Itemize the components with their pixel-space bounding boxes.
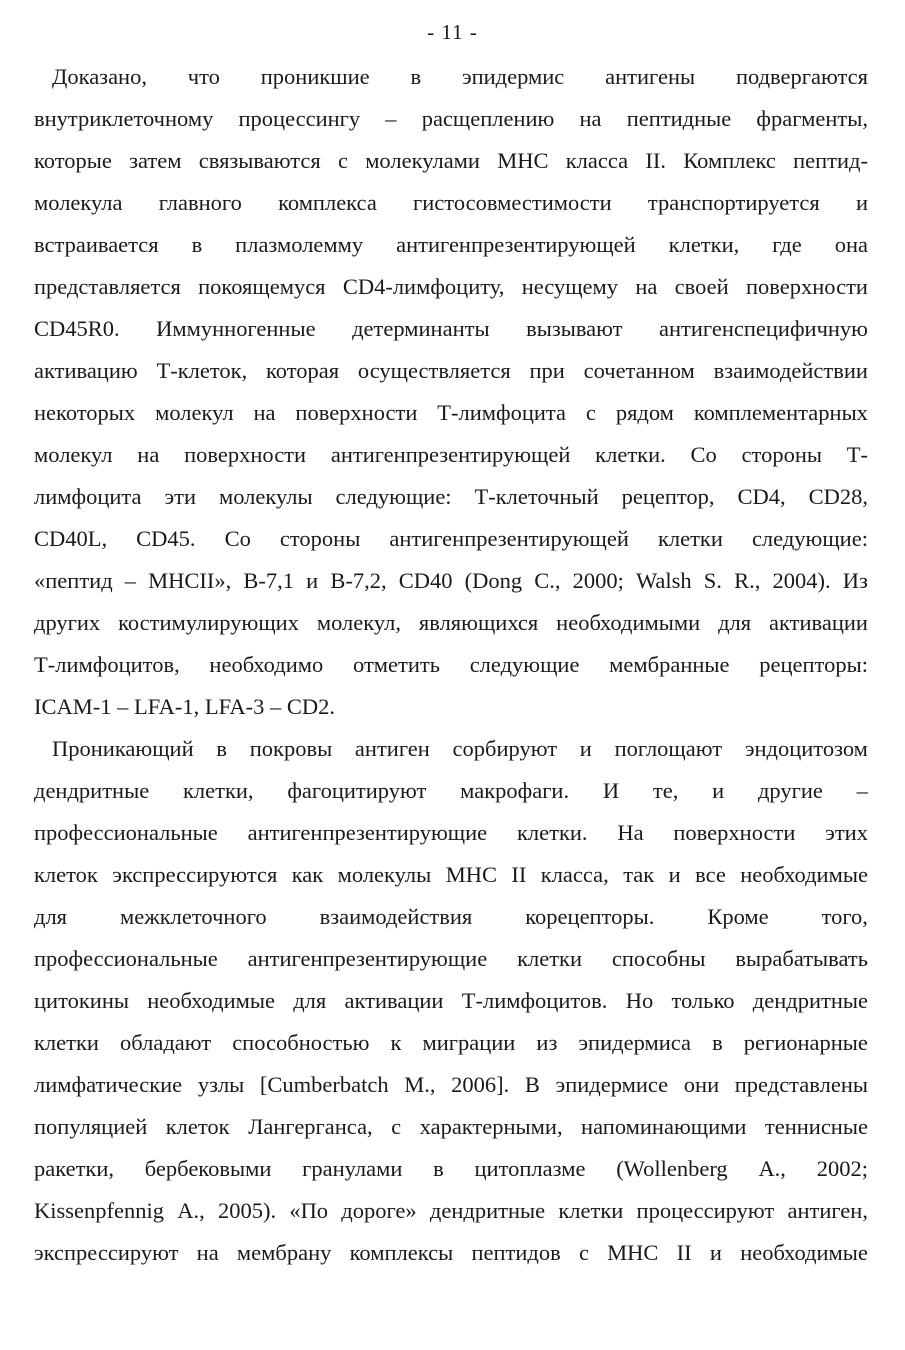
text-line: CD45R0. Иммунногенные детерминанты вызывают антигенспецифичную [34, 316, 868, 341]
text-line: клеток экспрессируются как молекулы MHC II класса, так и все необходимые [34, 862, 868, 887]
text-line: Доказано, что проникшие в эпидермис антигены подвергаются [52, 64, 868, 89]
text-line: молекул на поверхности антигенпрезентирующей клетки. Со стороны Т- [34, 442, 868, 467]
text-line: Проникающий в покровы антиген сорбируют и поглощают эндоцитозом [52, 736, 868, 761]
text-line: популяцией клеток Лангерганса, с характерными, напоминающими теннисные [34, 1114, 868, 1139]
text-line: CD40L, CD45. Со стороны антигенпрезентирующей клетки следующие: [34, 526, 868, 551]
text-line: которые затем связываются с молекулами MHC класса II. Комплекс пептид- [34, 148, 868, 173]
document-body [34, 56, 868, 1274]
text-line: ракетки, бербековыми гранулами в цитоплазме (Wollenberg A., 2002; [34, 1156, 868, 1181]
page-number: - 11 - [427, 20, 478, 44]
text-line: профессиональные антигенпрезентирующие клетки. На поверхности этих [34, 820, 868, 845]
text-line: представляется покоящемуся CD4-лимфоциту, несущему на своей поверхности [34, 274, 868, 299]
text-line: активацию Т-клеток, которая осуществляется при сочетанном взаимодействии [34, 358, 868, 383]
paragraph-2 [34, 728, 868, 1274]
text-line: клетки обладают способностью к миграции из эпидермиса в регионарные [34, 1030, 868, 1055]
text-line: лимфатические узлы [Cumberbatch M., 2006]. В эпидермисе они представлены [34, 1072, 868, 1097]
text-line: профессиональные антигенпрезентирующие клетки способны вырабатывать [34, 946, 868, 971]
text-line: цитокины необходимые для активации Т-лимфоцитов. Но только дендритные [34, 988, 868, 1013]
text-line: встраивается в плазмолемму антигенпрезентирующей клетки, где она [34, 232, 868, 257]
paragraph-1 [34, 56, 868, 728]
text-line: некоторых молекул на поверхности Т-лимфоцита с рядом комплементарных [34, 400, 868, 425]
text-line: Т-лимфоцитов, необходимо отметить следующие мембранные рецепторы: [34, 652, 868, 677]
text-line: лимфоцита эти молекулы следующие: Т-клеточный рецептор, CD4, CD28, [34, 484, 868, 509]
text-line: других костимулирующих молекул, являющихся необходимыми для активации [34, 610, 868, 635]
text-line: молекула главного комплекса гистосовместимости транспортируется и [34, 190, 868, 215]
text-line: дендритные клетки, фагоцитируют макрофаги. И те, и другие – [34, 778, 868, 803]
text-line: «пептид – MHCII», B-7,1 и B-7,2, CD40 (Dong C., 2000; Walsh S. R., 2004). Из [34, 568, 868, 593]
text-line: ICAM-1 – LFA-1, LFA-3 – CD2. [34, 694, 336, 719]
text-line: экспрессируют на мембрану комплексы пептидов с MHC II и необходимые [34, 1240, 868, 1265]
text-line: Kissenpfennig A., 2005). «По дороге» дендритные клетки процессируют антиген, [34, 1198, 868, 1223]
text-line: для межклеточного взаимодействия корецепторы. Кроме того, [34, 904, 868, 929]
text-line: внутриклеточному процессингу – расщеплению на пептидные фрагменты, [34, 106, 868, 131]
